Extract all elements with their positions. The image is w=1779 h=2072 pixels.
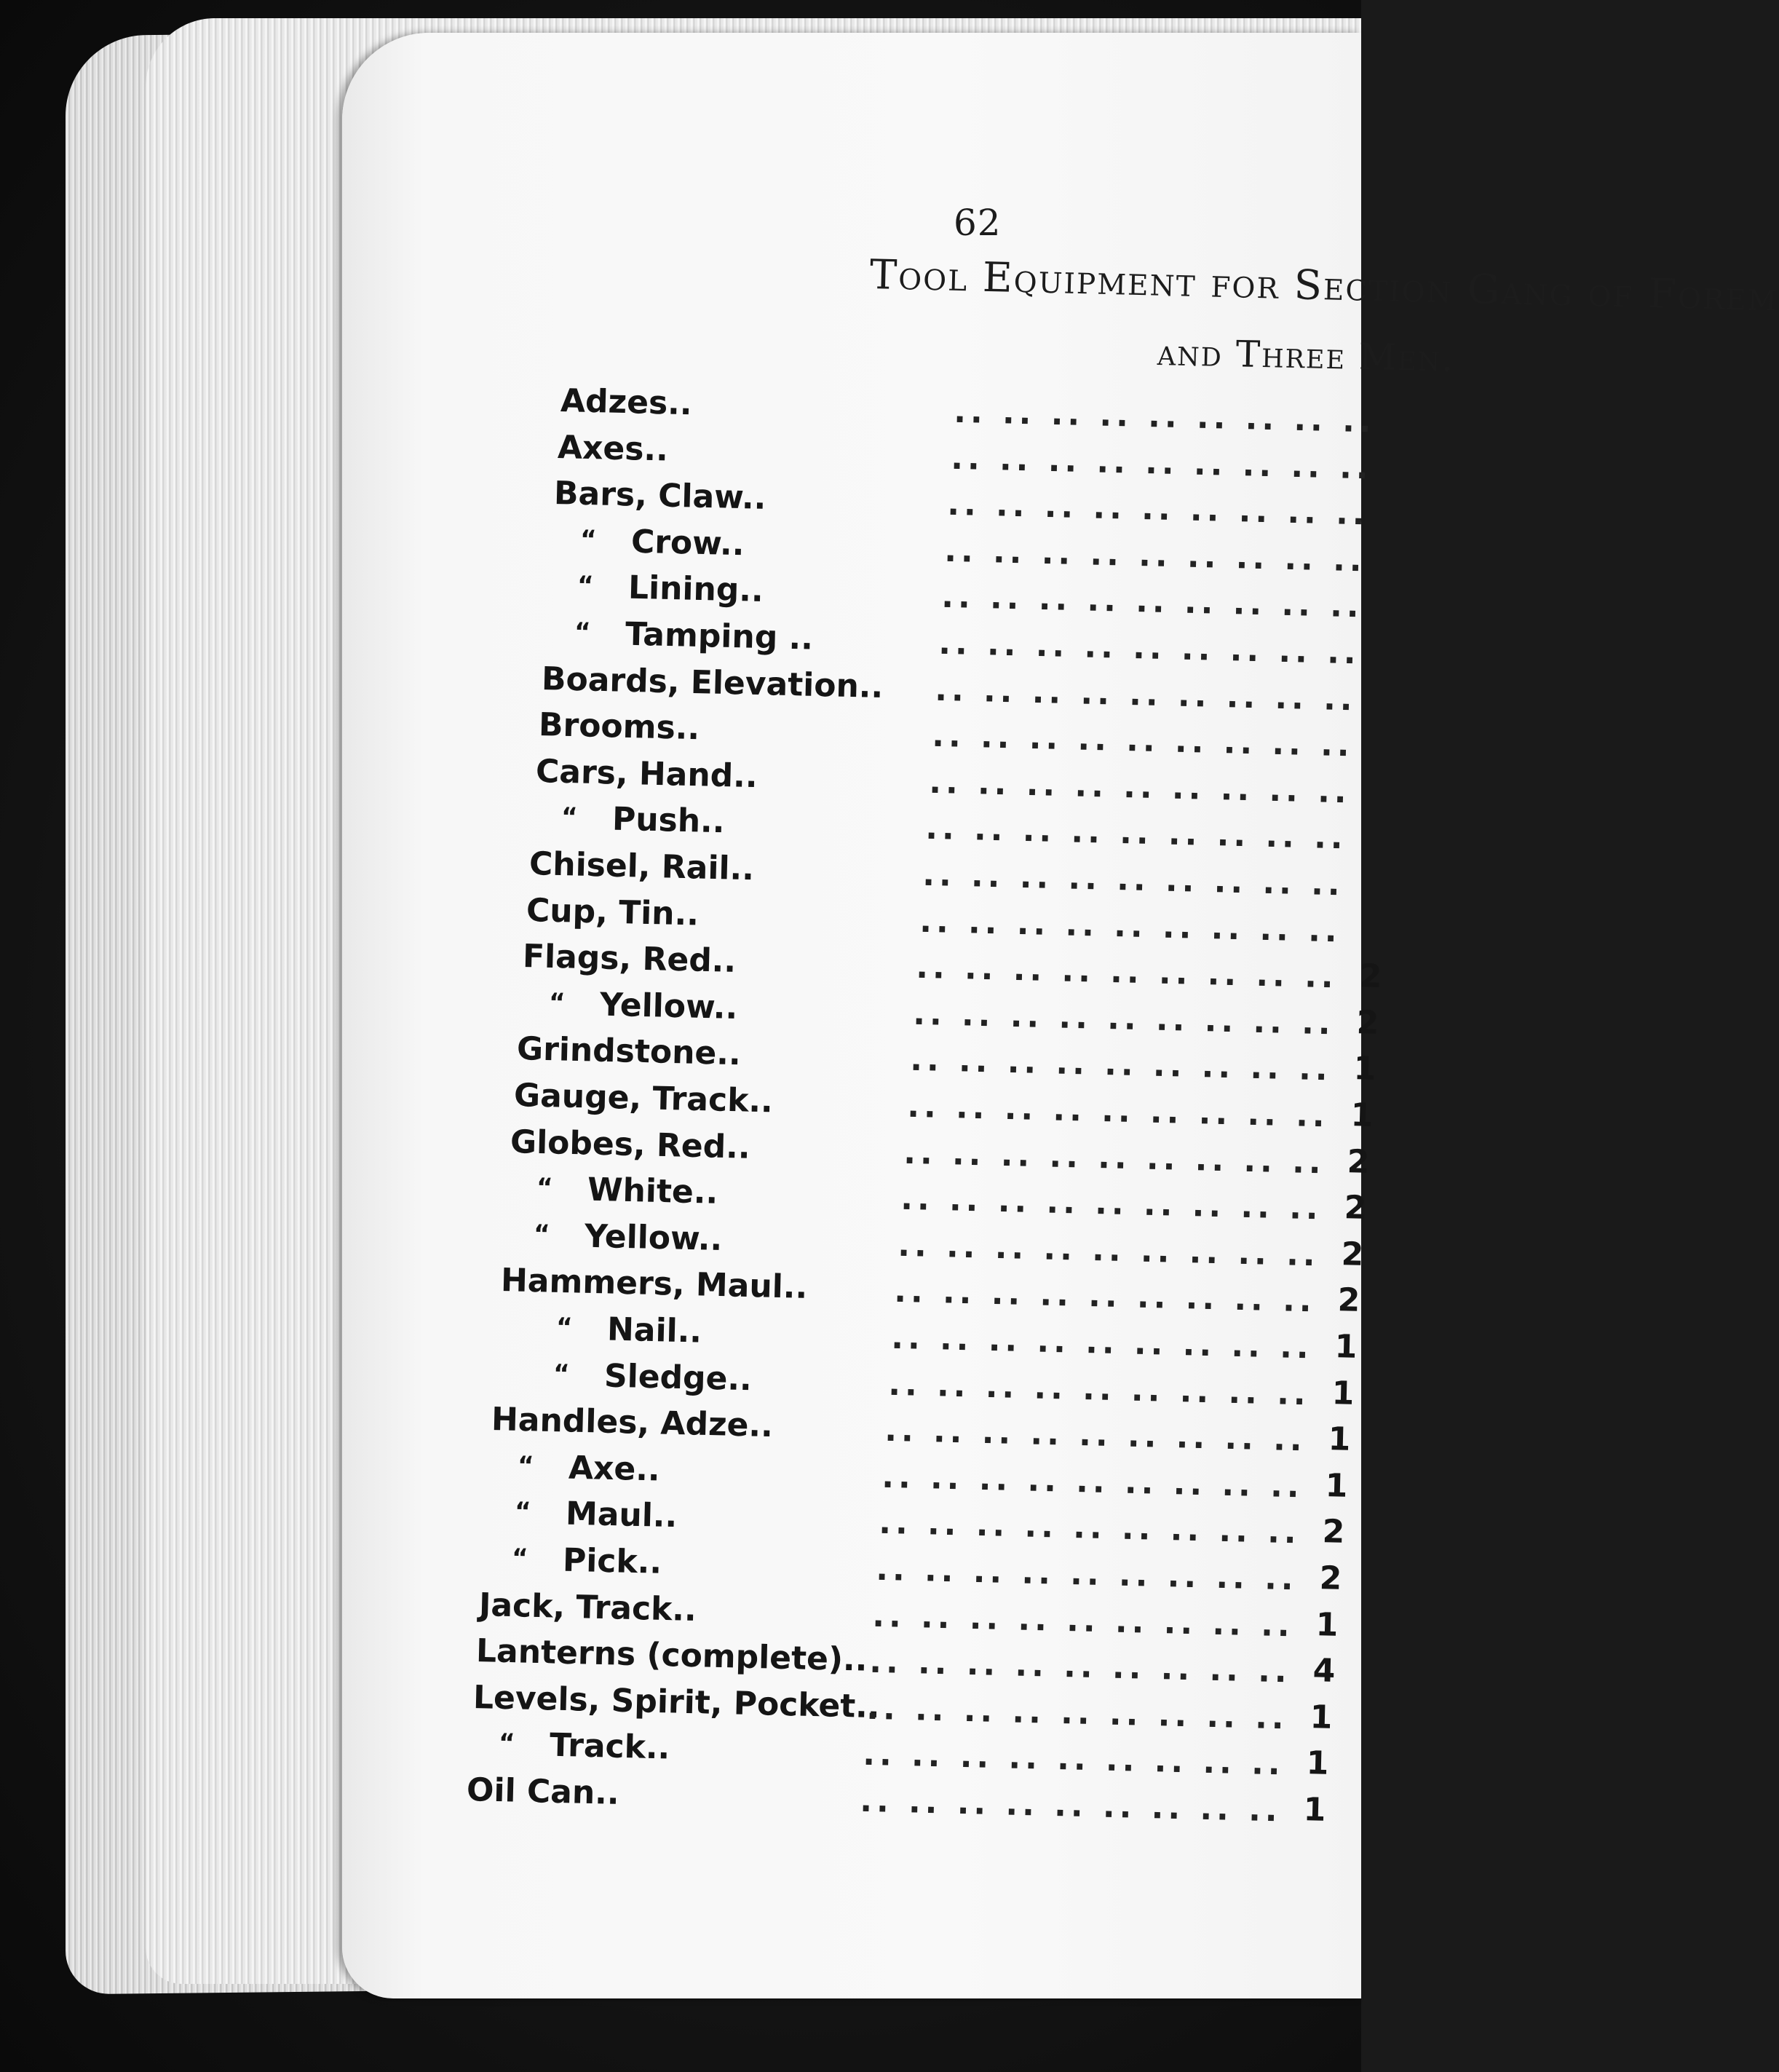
item-name: Crow.. [630,523,745,564]
item-quantity: 2 [1340,1235,1364,1273]
item-name: Axes.. [557,428,669,469]
item-quantity: 1 [1331,1374,1355,1412]
item-name: Yellow.. [599,986,739,1027]
item-quantity [1370,818,1406,819]
item-name: Jack, Track.. [478,1586,697,1629]
leader-dots: .. .. .. .. .. .. .. .. .. [868,1642,1292,1691]
item-label [466,1771,619,1812]
page-subtitle: and Three Men. [1157,331,1455,380]
item-label [513,1077,773,1120]
leader-dots: .. .. .. .. .. .. .. .. .. [887,1365,1311,1412]
item-name: Adzes.. [560,382,693,423]
item-label [555,1310,702,1351]
leader-dots: .. .. .. .. .. .. .. .. .. [938,624,1360,672]
item-quantity: 1 [1352,1050,1376,1088]
item-label [574,614,813,657]
item-name: Oil Can.. [466,1771,620,1812]
leader-dots: .. .. .. .. .. .. .. .. .. [925,810,1348,857]
item-quantity: 1 [1309,1698,1333,1736]
item-label [561,799,726,840]
item-name: Lanterns (complete).. [475,1632,868,1679]
item-label [523,938,737,980]
leader-dots: .. .. .. .. .. .. .. .. .. [875,1550,1298,1598]
leader-dots: .. .. .. .. .. .. .. .. .. [897,1226,1320,1274]
item-quantity: 2 [1359,957,1383,995]
item-label [501,1262,808,1306]
item-quantity: 1 [1350,1096,1374,1134]
leader-dots: .. .. .. .. .. .. .. .. .. [912,995,1336,1043]
item-quantity: 1 [1325,1466,1349,1505]
item-name: Axe.. [568,1449,661,1489]
item-quantity: 2 [1318,1559,1342,1597]
leader-dots: .. .. .. .. .. .. .. .. .. [900,1179,1323,1227]
item-name: Gauge, Track.. [512,1077,773,1120]
page-title: Tool Equipment for Section Gang of Forem [869,251,1779,321]
item-label [554,475,767,517]
item-quantity [1388,541,1425,542]
item-name: Levels, Spirit, Pocket.. [472,1678,880,1725]
item-label [557,429,668,469]
leader-dots: .. .. .. .. .. .. .. .. .. [903,1134,1326,1181]
ditto-mark: “ [511,1543,528,1573]
item-label [533,1217,722,1258]
item-quantity [1392,494,1428,495]
item-name: Bars, Claw.. [553,475,767,518]
item-label [511,1541,662,1581]
ditto-mark: “ [552,1359,570,1389]
item-label [516,1030,741,1072]
leader-dots: .. .. .. .. .. .. .. .. .. [906,1087,1329,1135]
item-name: Cars, Hand.. [535,752,758,795]
ditto-mark: “ [577,571,594,601]
leader-dots: .. .. .. .. .. .. .. .. .. [922,855,1345,903]
item-label [472,1679,880,1725]
ditto-mark: “ [560,802,579,832]
leader-dots: .. .. .. .. .. .. .. .. .. [863,1736,1285,1783]
item-name: Grindstone.. [516,1030,742,1073]
leader-dots: .. .. .. .. .. .. .. .. .. [950,439,1374,486]
item-label [549,985,738,1027]
leader-dots: .. .. .. .. .. .. .. .. .. [928,763,1351,811]
item-label [538,706,700,747]
item-label [560,382,692,422]
leader-dots: .. .. .. .. .. .. .. .. .. [947,485,1370,533]
leader-dots: .. .. .. .. .. .. .. .. .. [940,578,1364,625]
ditto-mark: “ [579,524,598,555]
item-label [499,1725,670,1767]
item-label [479,1586,697,1629]
item-name: Handles, Adze.. [491,1401,774,1445]
item-quantity: 1 [1334,1328,1358,1366]
item-quantity [1379,680,1416,681]
leader-dots: .. .. .. .. .. .. .. .. .. [935,671,1358,718]
item-label [514,1494,677,1535]
ditto-mark: “ [548,987,566,1018]
item-quantity: 1 [1306,1744,1330,1783]
item-quantity: 2 [1356,1003,1380,1042]
item-label [528,845,754,887]
item-quantity: 1 [1315,1605,1339,1644]
item-label [518,1448,661,1489]
ditto-mark: “ [555,1312,573,1343]
item-name: Brooms.. [538,706,700,748]
leader-dots: .. .. .. .. .. .. .. .. .. [943,531,1367,580]
item-quantity [1373,772,1409,773]
item-label [491,1401,774,1444]
page-number: 62 [954,202,1002,244]
leader-dots: .. .. .. .. .. .. .. .. .. [872,1597,1295,1644]
leader-dots: .. .. .. .. .. .. .. .. .. [931,716,1355,764]
item-quantity: 2 [1337,1281,1361,1320]
item-name: Nail.. [606,1310,702,1351]
ditto-mark: “ [574,617,591,647]
item-quantity: 1 [1303,1791,1326,1829]
item-name: Maul.. [565,1495,678,1535]
item-name: Tamping .. [624,615,814,657]
item-name: Globes, Red.. [510,1123,751,1166]
leader-dots: .. .. .. .. .. .. .. .. .. [878,1504,1301,1551]
item-quantity [1398,402,1434,403]
item-name: Flags, Red.. [522,938,737,981]
item-quantity [1395,448,1431,449]
item-name: Push.. [611,800,726,841]
item-label [542,660,884,705]
item-name: Yellow.. [584,1217,723,1258]
item-quantity: 2 [1344,1189,1367,1227]
item-label [580,522,745,563]
item-quantity: 2 [1321,1513,1345,1551]
item-name: Track.. [549,1726,671,1767]
item-quantity: 1 [1328,1420,1352,1458]
leader-dots: .. .. .. .. .. .. .. .. .. [890,1318,1314,1367]
item-quantity [1376,726,1412,727]
leader-dots: .. .. .. .. .. .. .. .. .. [916,948,1339,996]
item-quantity: 2 [1347,1142,1371,1181]
item-label [577,568,764,609]
item-name: Lining.. [627,569,764,610]
book-page [342,33,1779,1998]
item-quantity [1385,587,1422,588]
leader-dots: .. .. .. .. .. .. .. .. .. [953,392,1376,440]
item-name: White.. [587,1171,718,1211]
leader-dots: .. .. .. .. .. .. .. .. .. [894,1273,1317,1320]
item-quantity [1382,633,1419,634]
leader-dots: .. .. .. .. .. .. .. .. .. [865,1689,1288,1737]
ditto-mark: “ [533,1219,550,1249]
item-name: Cup, Tin.. [526,891,700,933]
ditto-mark: “ [514,1497,531,1527]
item-label [510,1123,751,1166]
item-quantity [1366,865,1403,866]
item-name: Sledge.. [603,1357,753,1398]
leader-dots: .. .. .. .. .. .. .. .. .. [881,1458,1304,1506]
ditto-mark: “ [517,1450,535,1481]
leader-dots: .. .. .. .. .. .. .. .. .. [909,1041,1333,1088]
item-label [552,1356,752,1397]
leader-dots: .. .. .. .. .. .. .. .. .. [884,1411,1307,1459]
item-label [526,892,699,933]
item-name: Hammers, Maul.. [500,1262,809,1307]
item-quantity: 4 [1312,1652,1336,1690]
item-label [535,753,758,795]
item-name: Pick.. [561,1541,662,1581]
item-label [475,1632,868,1679]
item-name: Boards, Elevation.. [541,660,884,705]
item-name: Chisel, Rail.. [528,845,755,888]
item-label [536,1170,718,1211]
ditto-mark: “ [536,1173,553,1203]
ditto-mark: “ [498,1728,516,1758]
leader-dots: .. .. .. .. .. .. .. .. .. [919,902,1342,949]
leader-dots: .. .. .. .. .. .. .. .. .. [859,1782,1283,1830]
